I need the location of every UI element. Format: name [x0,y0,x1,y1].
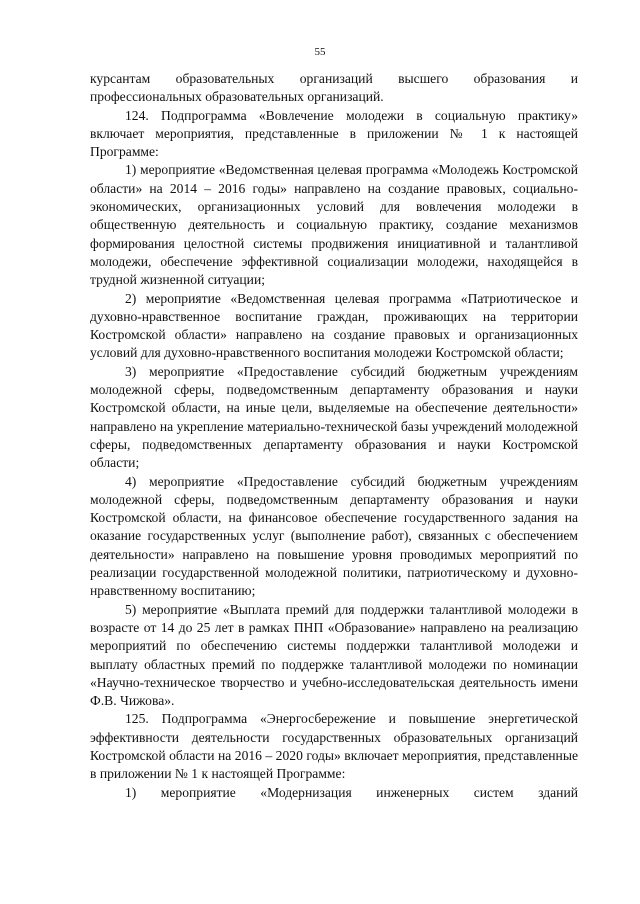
document-body [90,70,578,802]
paragraph-continuation: курсантам образовательных организаций высшего образования и профессиональных образовательных организаций. [90,71,578,105]
paragraph-124-item-3: 3) мероприятие «Предоставление субсидий бюджетным учреждениям молодежной сферы, подведомственным департаменту образования и науки Костромской области, на иные цели, выделяемые на обеспечение деятельности» направлено на укрепление материально-технической базы учреждений молодежной сферы, подведомственных департаменту образования и науки Костромской области; [90,363,578,471]
paragraph-124-item-2: 2) мероприятие «Ведомственная целевая программа «Патриотическое и духовно-нравственное воспитание граждан, проживающих на территории Костромской области» направлено на создание правовых и организационных условий для духовно-нравственного воспитания молодежи Костромской области; [90,290,578,361]
paragraph-124-item-5: 5) мероприятие «Выплата премий для поддержки талантливой молодежи в возрасте от 14 до 25 лет в рамках ПНП «Образование» направлено на реализацию мероприятий по обеспечению системы поддержки талантливой молодежи и выплату областных премий по поддержке талантливой молодежи по номинации «Научно-техническое творчество и учебно-исследовательская деятельность имени Ф.В. Чижова». [90,601,578,709]
paragraph-125: 125. Подпрограмма «Энергосбережение и повышение энергетической эффективности деятельности государственных образовательных организаций Костромской области на 2016 – 2020 годы» включает мероприятия, представленные в приложении № 1 к настоящей Программе: [90,711,578,782]
page-number: 55 [314,46,326,58]
paragraph-125-item-1: 1) мероприятие «Модернизация инженерных систем зданий [125,784,578,800]
paragraph-124-item-4: 4) мероприятие «Предоставление субсидий бюджетным учреждениям молодежной сферы, подведомственным департаменту образования и науки Костромской области, на финансовое обеспечение государственного задания на оказание государственных услуг (выполнение работ), связанных с обеспечением деятельности» направлено на повышение уровня проводимых мероприятий по реализации государственной молодежной политики, патриотическому и духовно-нравственному воспитанию; [90,473,578,599]
paragraph-124-item-1: 1) мероприятие «Ведомственная целевая программа «Молодежь Костромской области» на 2014 – 2016 годы» направлено на создание правовых, социально-экономических, организационных условий для вовлечения молодежи в общественную деятельность и социальную практику, создание механизмов формирования целостной системы продвижения инициативной и талантливой молодежи, обеспечение эффективной социализации молодежи, находящейся в трудной жизненной ситуации; [90,162,578,288]
paragraph-124: 124. Подпрограмма «Вовлечение молодежи в социальную практику» включает мероприятия, представленные в приложении № 1 к настоящей Программе: [90,107,578,160]
